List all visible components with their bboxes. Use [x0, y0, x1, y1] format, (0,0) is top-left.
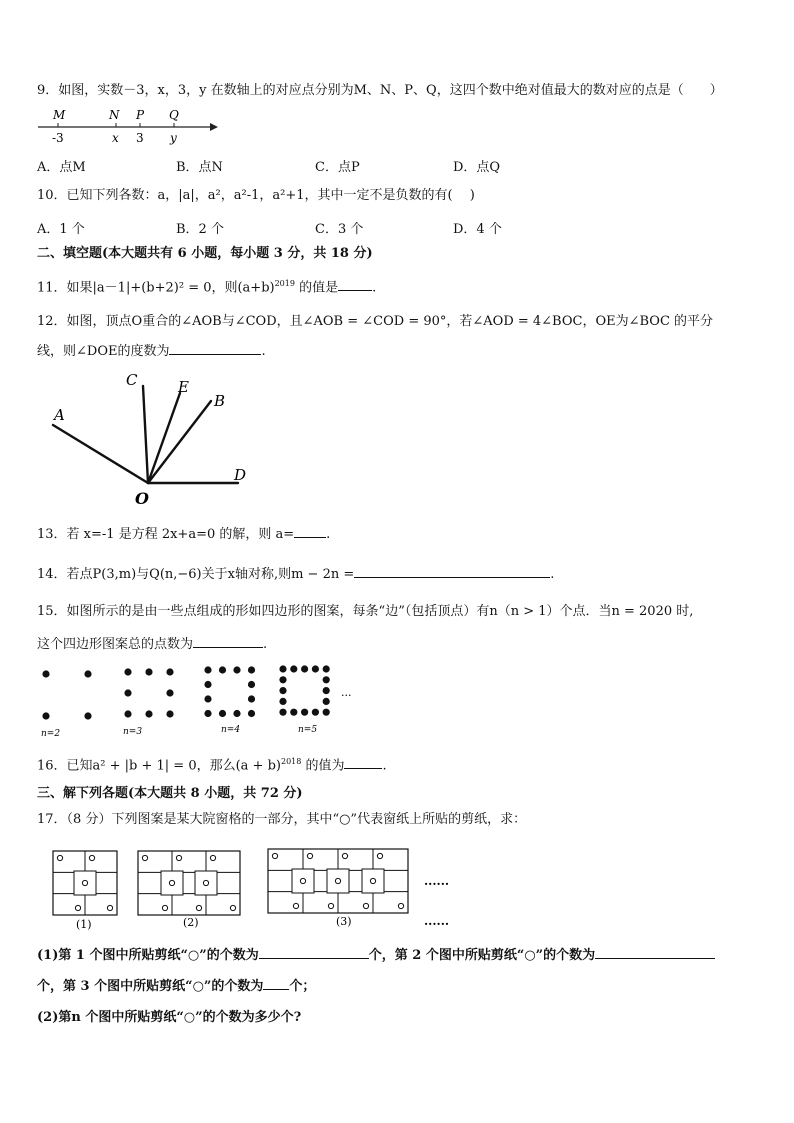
pattern-label-n4: n=4	[221, 725, 241, 735]
q9-option-b[interactable]: B．点N	[176, 160, 223, 175]
pattern-dot	[219, 666, 226, 673]
ray-label-B: B	[214, 392, 226, 410]
pattern-dot	[204, 681, 211, 688]
q9-option-c[interactable]: C．点P	[315, 160, 360, 175]
paper-cut-circle	[307, 853, 312, 858]
pattern-dot	[204, 710, 211, 717]
window-center-square	[161, 871, 183, 895]
section-2-heading: 二、填空题(本大题共有 6 小题，每小题 3 分，共 18 分)	[37, 246, 373, 261]
pattern-dot	[279, 665, 286, 672]
paper-cut-circle	[196, 905, 201, 910]
axis-value-x: x	[112, 131, 119, 145]
q16-answer-blank[interactable]	[344, 756, 382, 769]
window-center-square	[292, 869, 314, 893]
pattern-dot	[312, 665, 319, 672]
q10-stem: 10．已知下列各数：a，|a|，a²，a²-1，a²+1，其中一定不是负数的有( )	[37, 188, 475, 203]
q14	[37, 565, 554, 584]
pattern-dot	[124, 668, 131, 675]
q17-part1-line2	[37, 977, 315, 996]
paper-cut-circle	[142, 855, 147, 860]
q14-end: .	[550, 567, 555, 582]
q15-end: .	[263, 637, 268, 652]
pattern-dot	[290, 665, 297, 672]
q17-blank-2[interactable]	[595, 946, 715, 959]
window-label-2: (2)	[183, 916, 199, 929]
pattern-dot	[323, 665, 330, 672]
pattern-dot	[166, 710, 173, 717]
window-label-3: (3)	[336, 915, 352, 928]
window-center-square	[327, 869, 349, 893]
axis-label-P: P	[136, 108, 145, 122]
pattern-dot	[279, 687, 286, 694]
pattern-dot	[248, 681, 255, 688]
q12-end: .	[261, 344, 266, 359]
paper-cut-circle	[75, 905, 80, 910]
paper-cut-circle	[398, 903, 403, 908]
q17-p1-c: 个，第 3 个图中所贴剪纸“○”的个数为	[37, 979, 264, 994]
pattern-label-n5: n=5	[298, 725, 318, 735]
pattern-dot	[323, 709, 330, 716]
pattern-dot	[323, 687, 330, 694]
paper-cut-circle	[162, 905, 167, 910]
pattern-dot	[279, 709, 286, 716]
pattern-dot	[204, 695, 211, 702]
axis-value-minus3: -3	[52, 131, 64, 145]
window-center-square	[195, 871, 217, 895]
section-3-heading: 三、解下列各题(本大题共 8 小题，共 72 分)	[37, 786, 303, 801]
axis-value-y: y	[170, 131, 177, 145]
paper-cut-circle	[176, 855, 181, 860]
pattern-dot	[301, 665, 308, 672]
pattern-dot	[248, 695, 255, 702]
q15-line2-text: 这个四边形图案总的点数为	[37, 637, 194, 652]
pattern-dot	[124, 689, 131, 696]
window-dots-upper: ......	[424, 874, 450, 888]
pattern-dot	[145, 668, 152, 675]
q10-option-c[interactable]: C．3 个	[315, 222, 364, 237]
window-dots-lower: ......	[424, 914, 450, 928]
window-center-square	[362, 869, 384, 893]
q12-line2-text: 线，则∠DOE的度数为	[37, 344, 170, 359]
q16-exponent: 2018	[280, 757, 302, 766]
q17-stem: 17．（8 分）下列图案是某大院窗格的一部分，其中“○”代表窗纸上所贴的剪纸，求：	[37, 812, 527, 827]
q11-exponent: 2019	[274, 279, 295, 288]
pattern-dot	[42, 670, 49, 677]
pattern-dot	[84, 712, 91, 719]
pattern-dot	[42, 712, 49, 719]
q17-p1-b: 个，第 2 个图中所贴剪纸“○”的个数为	[368, 948, 596, 963]
paper-cut-circle	[107, 905, 112, 910]
q12-line1: 12．如图，顶点O重合的∠AOB与∠COD，且∠AOB = ∠COD = 90°，若∠AOD = 4∠BOC，OE为∠BOC 的平分	[37, 314, 714, 329]
number-line-figure	[36, 106, 226, 148]
pattern-dot	[84, 670, 91, 677]
ray-label-D: D	[234, 466, 247, 484]
paper-cut-circle	[89, 855, 94, 860]
q16	[37, 753, 387, 775]
q9-option-d[interactable]: D．点Q	[453, 160, 501, 175]
paper-cut-circle	[328, 903, 333, 908]
q11-text: 11．如果|a－1|+(b+2)² = 0，则(a+b)	[37, 280, 275, 296]
q17-p1-a: (1)第 1 个图中所贴剪纸“○”的个数为	[37, 948, 259, 963]
q13-text: 13．若 x=-1 是方程 2x+a=0 的解，则 a=	[37, 527, 295, 542]
ray-label-E: E	[178, 378, 189, 396]
q17-blank-1[interactable]	[259, 946, 369, 959]
pattern-dot	[279, 698, 286, 705]
pattern-dot	[166, 668, 173, 675]
q11-end: .	[372, 280, 377, 296]
paper-cut-circle	[293, 903, 298, 908]
q16-text-post: 的值为	[301, 758, 345, 774]
q11-text-post: 的值是	[294, 280, 339, 296]
paper-cut-circle	[342, 853, 347, 858]
pattern-dot	[248, 666, 255, 673]
paper-cut-circle	[377, 853, 382, 858]
q9-stem: 9．如图，实数－3，x，3，y 在数轴上的对应点分别为M、N、P、Q，这四个数中绝对值最大的数对应的点是（ ）	[37, 83, 723, 98]
q17-blank-3[interactable]	[263, 977, 289, 990]
q11-answer-blank[interactable]	[338, 278, 372, 291]
pattern-dot	[312, 709, 319, 716]
vertex-label-O: O	[135, 489, 149, 508]
q9-option-a[interactable]: A．点M	[37, 160, 86, 175]
q13	[37, 525, 330, 544]
pattern-dot	[290, 709, 297, 716]
q16-end: .	[382, 758, 387, 774]
pattern-label-n2: n=2	[41, 729, 61, 739]
q14-answer-blank[interactable]	[354, 565, 550, 578]
q14-text: 14．若点P(3,m)与Q(n,−6)关于x轴对称,则m − 2n =	[37, 567, 355, 582]
q11	[37, 275, 376, 297]
q17-p1-d: 个；	[289, 979, 316, 994]
axis-label-Q: Q	[169, 108, 179, 122]
paper-cut-circle	[363, 903, 368, 908]
pattern-label-n3: n=3	[123, 727, 143, 737]
pattern-dot	[233, 666, 240, 673]
paper-cut-circle	[57, 855, 62, 860]
pattern-dot	[248, 710, 255, 717]
window-pattern-figure	[50, 845, 470, 933]
pattern-dot	[124, 710, 131, 717]
axis-label-M: M	[53, 108, 66, 122]
pattern-dot	[204, 666, 211, 673]
q10-option-b[interactable]: B．2 个	[176, 222, 224, 237]
q10-option-d[interactable]: D．4 个	[453, 222, 502, 237]
pattern-dot	[323, 698, 330, 705]
window-frame	[138, 851, 240, 915]
pattern-dot	[301, 709, 308, 716]
angle-figure	[48, 368, 258, 508]
pattern-dot	[145, 710, 152, 717]
window-label-1: (1)	[76, 918, 92, 931]
paper-cut-circle	[272, 853, 277, 858]
q15-line1: 15．如图所示的是由一些点组成的形如四边形的图案，每条“边”（包括顶点）有n（n > 1）个点．当n = 2020 时,	[37, 604, 694, 619]
pattern-dot	[279, 676, 286, 683]
q13-answer-blank[interactable]	[294, 525, 326, 538]
q17-part2: (2)第n 个图中所贴剪纸“○”的个数为多少个?	[37, 1010, 302, 1025]
q10-option-a[interactable]: A．1 个	[37, 222, 85, 237]
window-center-square	[74, 871, 96, 895]
dot-pattern-figure	[36, 662, 366, 742]
pattern-ellipsis: ...	[341, 686, 352, 699]
ray-label-A: A	[54, 406, 65, 424]
axis-label-N: N	[109, 108, 120, 122]
paper-cut-circle	[230, 905, 235, 910]
pattern-dot	[219, 710, 226, 717]
q12-answer-blank[interactable]	[169, 342, 261, 355]
pattern-dot	[233, 710, 240, 717]
q12-line2	[37, 342, 266, 361]
paper-cut-circle	[210, 855, 215, 860]
pattern-dot	[323, 676, 330, 683]
q15-answer-blank[interactable]	[193, 635, 263, 648]
q17-part1-line1	[37, 946, 715, 965]
axis-value-3: 3	[136, 131, 144, 145]
q13-end: .	[326, 527, 331, 542]
q16-text: 16．已知a² + |b + 1| = 0，那么(a + b)	[37, 758, 281, 774]
q15-line2	[37, 635, 267, 654]
ray-label-C: C	[126, 371, 138, 389]
pattern-dot	[166, 689, 173, 696]
